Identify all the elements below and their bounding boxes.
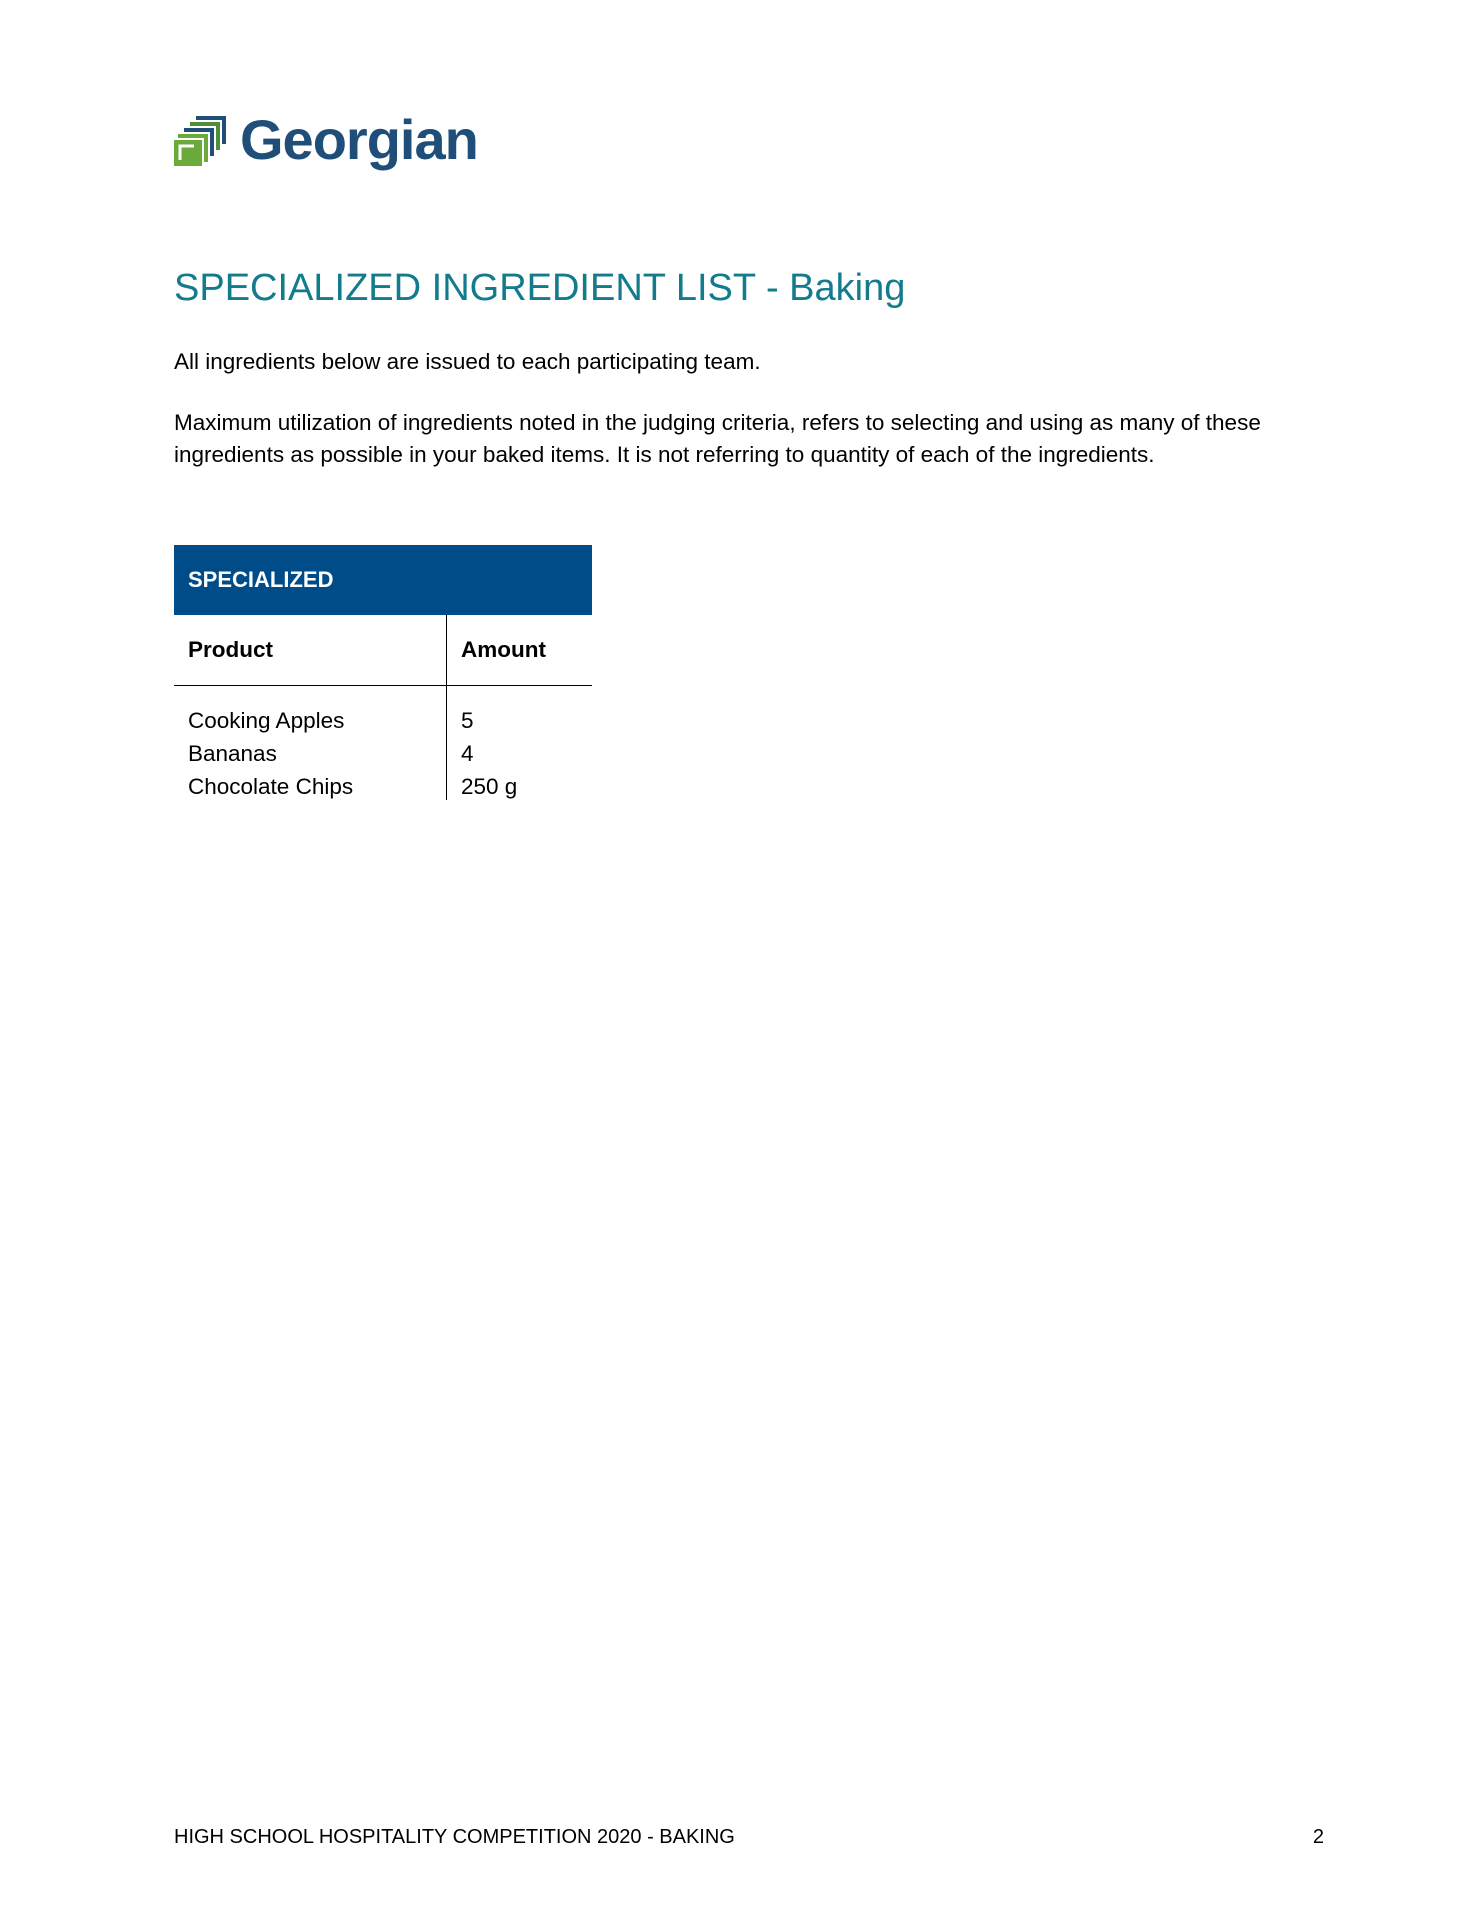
amount-cell: 5 [461,708,474,733]
ingredient-table [174,545,592,800]
table-row [174,686,592,735]
table-banner-row [174,545,592,615]
column-header-product: Product [174,615,447,686]
table-banner: SPECIALIZED [174,545,592,615]
intro-paragraph: All ingredients below are issued to each participating team. [174,349,761,374]
table-header-row [174,615,592,686]
utilization-paragraph: Maximum utilization of ingredients noted in the judging criteria, refers to selecting and using as many of these ingredients as possible in your baked items. It is not referring to quantity of each of the ingredients. [174,410,1261,467]
logo-wordmark: Georgian [240,108,478,171]
amount-cell: 250 g [461,774,518,799]
product-cell: Bananas [174,734,447,767]
georgian-logo-mark-icon [174,110,232,170]
product-cell: Chocolate Chips [174,767,447,800]
product-cell: Cooking Apples [174,686,447,735]
georgian-logo [174,104,478,176]
table-row [174,767,592,800]
table-row [174,734,592,767]
amount-cell: 4 [461,741,474,766]
column-header-amount: Amount [447,615,593,686]
page-number: 2 [1312,1826,1324,1848]
page-title: SPECIALIZED INGREDIENT LIST - Baking [174,267,906,309]
footer-text: HIGH SCHOOL HOSPITALITY COMPETITION 2020 - BAKING [174,1826,735,1848]
